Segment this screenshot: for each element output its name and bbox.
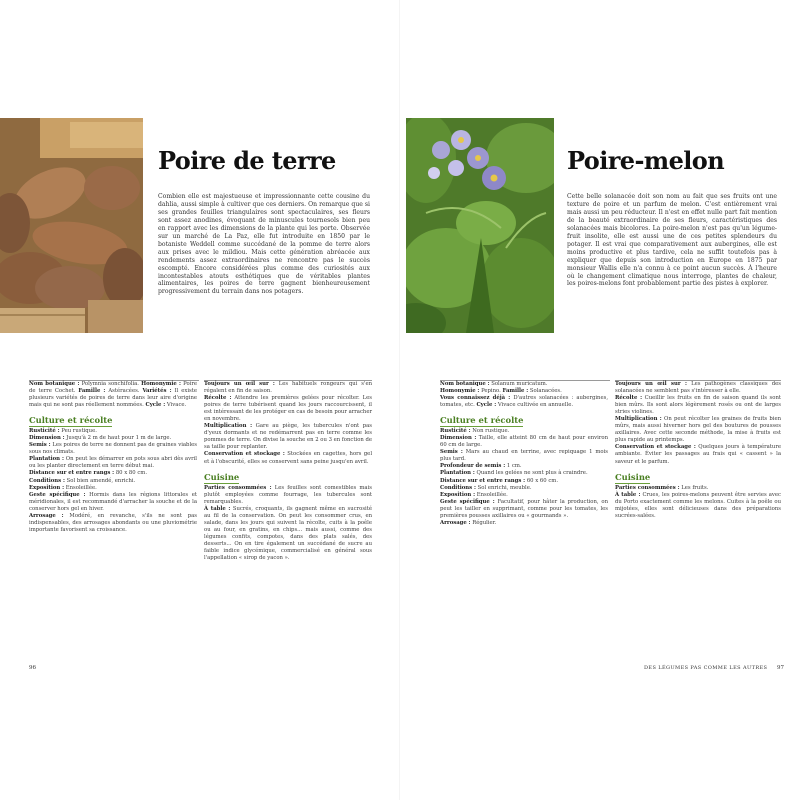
field-value: Poire de terre Cochet. bbox=[29, 381, 198, 395]
field-label: Variétés : bbox=[142, 388, 172, 395]
page-title: Poire-melon bbox=[567, 146, 725, 175]
field-value: Sol bien amendé, enrichi. bbox=[66, 477, 136, 484]
field-label: Conditions : bbox=[29, 477, 65, 484]
field-label: À table : bbox=[204, 505, 231, 512]
field-label: Arrosage : bbox=[29, 512, 64, 519]
field-label: Nom botanique : bbox=[29, 381, 80, 387]
page-title: Poire de terre bbox=[158, 146, 336, 175]
field-label: Exposition : bbox=[440, 491, 476, 498]
field-label: Arrosage : bbox=[440, 519, 471, 526]
field-value: Ensoleillée. bbox=[476, 491, 508, 498]
field-value: Taille, elle atteint 80 cm de haut pour environ 60 cm de large. bbox=[440, 435, 608, 449]
field-label: Conservation et stockage : bbox=[615, 444, 696, 451]
right-page bbox=[400, 0, 800, 800]
info-column bbox=[440, 381, 608, 528]
field-label: Homonymie : bbox=[440, 388, 480, 395]
field-value: Il existe plusieurs variétés de poires de terre dans leur aire d'origine mais qui ne sont pas réellement nommées. bbox=[29, 388, 198, 409]
field-label: Geste spécifique : bbox=[440, 498, 495, 505]
field-value: Attendre les premières gelées pour récolter. Les poires de terre tubérisent quand les jours raccourcissent, il est intéressant de les protéger en cas de besoin pour arracher en novembre. bbox=[204, 395, 372, 423]
section-title: Cuisine bbox=[615, 471, 651, 482]
field-value: Les fruits. bbox=[681, 484, 709, 491]
field-value: 80 x 80 cm. bbox=[115, 470, 148, 477]
pepino-flowers-photo bbox=[406, 118, 554, 333]
field-value: Crues, les poires-melons peuvent être servies avec du Porto exactement comme les melons. Cuites à la poêle ou mijotées, elles sont délicieuses dans des préparations sucrées-salées. bbox=[615, 491, 782, 519]
field-value: Sucrés, croquants, ils gagnent même en sucrosité au fil de la conservation. On peut les consommer crus, en salade, dans les jours qui suivent la récolte, cuits à la poêle ou au four, en gratins, en chips... mais aussi, comme des légumes confits, compotes, dans des plats salés, des desserts... On en tire également un succédané de sucre au faible indice glycémique, commercialisé en général sous l'appellation « sirop de yacon ». bbox=[204, 505, 372, 562]
intro-paragraph: Combien elle est majestueuse et impressionnante cette cousine du dahlia, aussi simple à cultiver que ces derniers. On remarque que si ses grandes feuilles triangulaires sont spectaculaires, ses fleurs sont assez anodines, évoquant de minuscules tournesols bien peu en rapport avec les dimensions de la plante qui les porte. Observée sur un marché de La Paz, elle fut introduite en 1850 par le botaniste Weddell comme succédané de la pomme de terre alors aux prises avec le mildiou. Mais cette génération abréacée aux rendements assez extraordinaires ne rencontre pas le succès escompté. Encore considérées plus comme des curiosités aux incontestables atouts esthétiques que de véritables plantes alimentaires, les poires de terre gagnent bienheureusement progressivement du terrain dans nos potagers. bbox=[158, 193, 370, 296]
field-label: Toujours un œil sur : bbox=[204, 381, 275, 387]
field-value: D'autres solanacées : aubergines, tomates, etc. bbox=[440, 395, 608, 409]
field-label: Semis : bbox=[29, 442, 51, 449]
info-column bbox=[204, 381, 372, 563]
field-value: Les feuilles sont comestibles mais plutôt employées comme fourrage, les tubercules sont remarquables. bbox=[204, 484, 372, 505]
field-value: Les habituels rongeurs qui s'en régalent en fin de saison. bbox=[204, 381, 372, 395]
field-label: Toujours un œil sur : bbox=[615, 381, 687, 387]
running-head: DES LÉGUMES PAS COMME LES AUTRES bbox=[644, 665, 768, 671]
field-label: Plantation : bbox=[29, 456, 64, 463]
field-label: Exposition : bbox=[29, 484, 65, 491]
field-value: On peut récolter les graines de fruits bien mûrs, mais aussi hiverner hors gel des boutures de pousses axillaires. Avec cette seconde méthode, la mise à fruits est plus rapide au printemps. bbox=[615, 416, 782, 444]
section-title: Culture et récolte bbox=[440, 415, 524, 426]
field-value: 60 x 60 cm. bbox=[526, 477, 559, 484]
field-value: Ensoleillée. bbox=[65, 484, 97, 491]
field-value: 1 cm. bbox=[506, 463, 522, 470]
field-label: Conservation et stockage : bbox=[204, 451, 285, 458]
field-value: Gare au piège, les tubercules n'ont pas d'yeux dormants et ne redémarrent pas en terre comme les pommes de terre. On divise la souche en 2 ou 3 en fonction de sa taille pour replanter. bbox=[204, 423, 373, 451]
field-label: Famille : bbox=[502, 388, 529, 395]
field-value: Les poires de terre ne donnent pas de graines viables sous nos climats. bbox=[29, 442, 197, 456]
field-label: Famille : bbox=[78, 388, 106, 395]
info-column bbox=[615, 381, 781, 521]
field-value: Modéré, en revanche, s'ils ne sont pas indispensables, des arrosages abondants ou une pluviométrie importante favorisent sa croissance. bbox=[29, 512, 198, 533]
field-value: Sol enrichi, meuble. bbox=[477, 484, 532, 491]
field-value: Vivace. bbox=[166, 402, 187, 409]
field-label: Profondeur de semis : bbox=[440, 463, 506, 470]
field-value: Solanum muricatum. bbox=[491, 381, 548, 387]
field-value: Hormis dans les régions littorales et méridionales, il est recommandé d'arracher la souche et de la conserver hors gel en hiver. bbox=[29, 491, 198, 512]
field-value: Régulier. bbox=[472, 519, 497, 526]
field-label: Parties consommées : bbox=[204, 484, 272, 491]
field-value: Quelques jours à température ambiante. Éviter les passages au frais qui « cassent » la saveur et le parfum. bbox=[615, 444, 781, 465]
field-label: Récolte : bbox=[615, 395, 643, 402]
info-column bbox=[29, 381, 197, 535]
field-label: Parties consommées : bbox=[615, 484, 680, 491]
field-label: Vous connaissez déjà : bbox=[440, 395, 511, 402]
field-value: Jusqu'à 2 m de haut pour 1 m de large. bbox=[66, 435, 172, 442]
field-value: Cueillir les fruits en fin de saison quand ils sont bien mûrs. Ils sont alors légèrement rosés ou ont de larges stries violines. bbox=[615, 395, 781, 416]
field-label: À table : bbox=[615, 491, 641, 498]
yacon-tubers-photo bbox=[0, 118, 143, 333]
field-value: Pepino. bbox=[481, 388, 501, 395]
field-label: Récolte : bbox=[204, 395, 232, 402]
section-title: Culture et récolte bbox=[29, 415, 113, 426]
field-value: Peu rustique. bbox=[61, 428, 97, 435]
field-label: Dimension : bbox=[29, 435, 65, 442]
field-value: Polymnia sonchifolia. bbox=[81, 381, 139, 387]
field-value: On peut les démarrer en pots sous abri dès avril ou les planter directement en terre début mai. bbox=[29, 456, 197, 470]
field-label: Multiplication : bbox=[615, 416, 662, 423]
field-label: Distance sur et entre rangs : bbox=[29, 470, 115, 477]
field-label: Dimension : bbox=[440, 435, 477, 442]
field-value: Mars au chaud en terrine, avec repiquage 1 mois plus tard. bbox=[440, 449, 608, 463]
field-label: Conditions : bbox=[440, 484, 476, 491]
field-value: Stockées en cagettes, hors gel et à l'obscurité, elles se conservent sans peine jusqu'en avril. bbox=[204, 451, 373, 465]
field-value: Non rustique. bbox=[472, 428, 510, 435]
section-title: Cuisine bbox=[204, 471, 240, 482]
field-value: Facultatif, pour hâter la production, on peut les tailler en supprimant, comme pour les tomates, les premières pousses axillaires ou « gourmands ». bbox=[440, 498, 609, 519]
field-label: Homonymie : bbox=[141, 381, 181, 387]
field-label: Distance sur et entre rangs : bbox=[440, 477, 526, 484]
field-label: Cycle : bbox=[145, 402, 166, 409]
field-value: Vivace cultivée en annuelle. bbox=[497, 402, 574, 409]
page-number: 97 bbox=[777, 665, 784, 671]
intro-paragraph: Cette belle solanacée doit son nom au fait que ses fruits ont une texture de poire et un parfum de melon. C'est entièrement vrai mais aussi un peu réducteur. Il n'est en effet nulle part fait mention de la beauté extraordinaire de ses fleurs, caractéristiques des solanacées mais bicolores. La poire-melon n'est pas qu'un légume-fruit insolite, elle est aussi une de ces petites splendeurs du potager. Il est vrai que comparativement aux aubergines, elle est moins productive et plus tardive, cela ne suffit toutefois pas à expliquer que depuis son introduction en Europe en 1875 par monsieur Wallis elle n'a connu à ce point aucun succès. À l'heure où le changement climatique nous interroge, plantes de chaleur, les poires-melons font probablement partie des pistes à explorer. bbox=[567, 193, 777, 288]
field-label: Cycle : bbox=[476, 402, 497, 409]
field-label: Semis : bbox=[440, 449, 463, 456]
field-label: Nom botanique : bbox=[440, 381, 490, 387]
field-label: Rusticité : bbox=[440, 428, 471, 435]
field-label: Rusticité : bbox=[29, 428, 60, 435]
field-value: Astéracées. bbox=[108, 388, 140, 395]
field-value: Les pathogènes classiques des solanacées ne semblent pas s'intéresser à elle. bbox=[615, 381, 782, 395]
field-label: Multiplication : bbox=[204, 423, 253, 430]
field-value: Quand les gelées ne sont plus à craindre. bbox=[476, 470, 588, 477]
field-label: Plantation : bbox=[440, 470, 475, 477]
page-number: 96 bbox=[29, 665, 36, 671]
field-value: Solanacées. bbox=[529, 388, 562, 395]
field-label: Geste spécifique : bbox=[29, 491, 86, 498]
